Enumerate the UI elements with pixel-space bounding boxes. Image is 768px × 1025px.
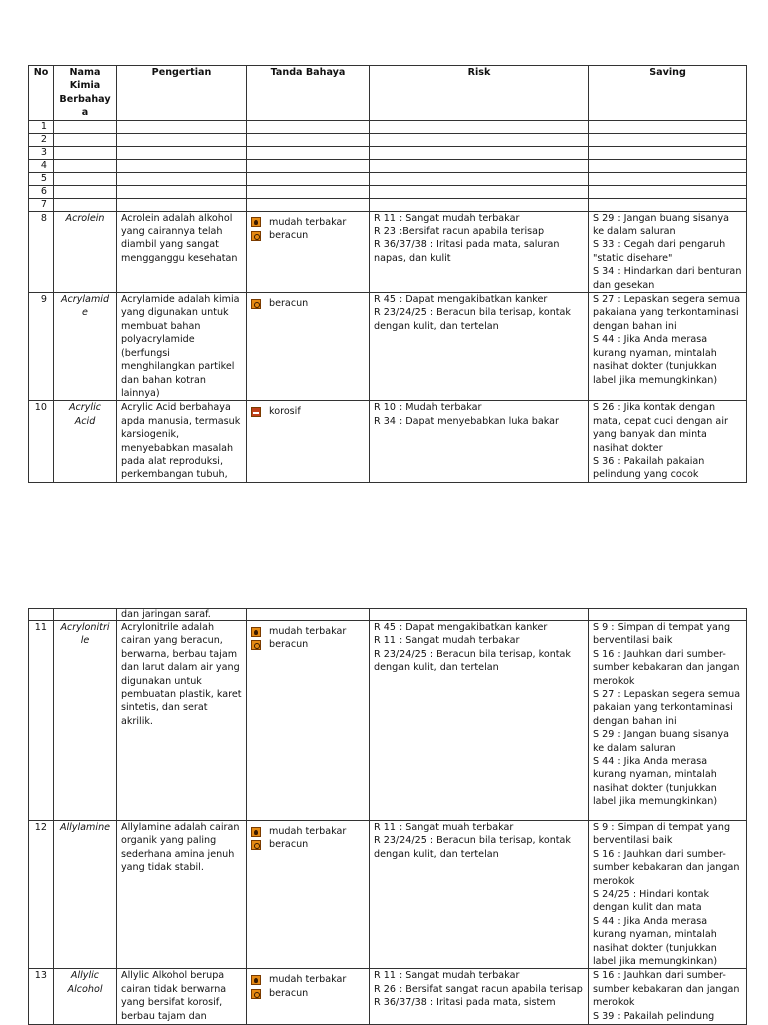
risk-cell-line: R 45 : Dapat mengakibatkan kanker [374, 622, 548, 633]
risk-cell-line: R 23 :Bersifat racun apabila terisap [374, 226, 545, 238]
empty-cell [117, 120, 247, 133]
risk-cell [370, 293, 589, 401]
table-row [29, 821, 747, 969]
risk-cell-line: R 36/37/38 : Iritasi pada mata, sistem [374, 997, 556, 1009]
empty-row [29, 198, 747, 211]
empty-cell [589, 198, 747, 211]
saving-cell-line: S 44 : Jika Anda merasa kurang nyaman, mintalah nasihat dokter (tunjukkan label jika memungkinkan) [593, 915, 718, 968]
saving-cell-line: S 16 : Jauhkan dari sumber-sumber kebakaran dan jangan merokok [593, 648, 740, 687]
hazard-label: beracun [269, 839, 309, 851]
saving-cell-line: S 34 : Hindarkan dari benturan dan gesekan [593, 266, 742, 291]
empty-cell [589, 120, 747, 133]
header-row [29, 66, 747, 121]
empty-row [29, 159, 747, 172]
risk-cell [370, 401, 589, 483]
hazard-label: mudah terbakar [269, 826, 347, 837]
risk-cell-line: R 34 : Dapat menyebabkan luka bakar [374, 415, 559, 427]
empty-cell [589, 172, 747, 185]
hazard-item [251, 297, 365, 310]
risk-cell-line: R 36/37/38 : Iritasi pada mata, saluran napas, dan kulit [374, 239, 560, 264]
hazard-item [251, 838, 365, 851]
risk-cell [370, 969, 589, 1025]
definition: Acrylamide adalah kimia yang digunakan untuk membuat bahan polyacrylamide (berfungsi menghilangkan partikel dan bahan kotran lainnya) [117, 293, 247, 401]
risk-cell-line: R 11 : Sangat mudah terbakar [374, 212, 520, 224]
table-row [29, 293, 747, 401]
risk-cell [370, 821, 589, 969]
saving-cell-line: S 16 : Jauhkan dari sumber-sumber kebakaran dan jangan merokok [593, 848, 740, 887]
row-number: 1 [29, 120, 54, 133]
hazard-cell [247, 821, 370, 969]
saving-cell-line: S 29 : Jangan buang sisanya ke dalam saluran [593, 729, 730, 754]
empty-cell [247, 172, 370, 185]
saving-cell [589, 621, 747, 821]
flame-hazard-icon [251, 827, 261, 837]
empty-cell [247, 120, 370, 133]
risk-cell-line: R 11 : Sangat mudah terbakar [374, 970, 520, 982]
row-number: 3 [29, 146, 54, 159]
empty-cell [370, 120, 589, 133]
chemical-name: Allylic Alcohol [54, 969, 117, 1025]
empty-cell [54, 133, 117, 146]
empty-cell [247, 146, 370, 159]
risk-cell-line: R 45 : Dapat mengakibatkan kanker [374, 294, 548, 306]
continuation-row [29, 609, 747, 621]
definition: Acrolein adalah alkohol yang cairannya telah diambil yang sangat mengganggu kesehatan [117, 211, 247, 292]
definition: Acrylonitrile adalah cairan yang beracun, berwarna, berbau tajam dan larut dalam air yang digunakan untuk pembuatan plastik, karet sintetis, dan serat akrilik. [117, 621, 247, 821]
empty-cell [247, 198, 370, 211]
saving-cell-line: S 44 : Jika Anda merasa kurang nyaman, mintalah nasihat dokter (tunjukkan label jika memungkinkan) [593, 334, 718, 386]
flame-hazard-icon [251, 627, 261, 637]
definition: Acrylic Acid berbahaya apda manusia, termasuk karsiogenik, menyebabkan masalah pada alat reproduksi, perkembangan tubuh, [117, 401, 247, 483]
saving-cell-line: S 9 : Simpan di tempat yang berventilasi baik [593, 822, 731, 847]
saving-cell [589, 821, 747, 969]
risk-cell-line: R 10 : Mudah terbakar [374, 402, 482, 414]
empty-cell [54, 172, 117, 185]
empty-cell [117, 146, 247, 159]
empty-cell [370, 198, 589, 211]
row-number: 10 [29, 401, 54, 483]
empty-cell [370, 185, 589, 198]
table-row [29, 621, 747, 821]
saving-cell-line: S 26 : Jika kontak dengan mata, cepat cuci dengan air yang banyak dan minta nasihat dokter [593, 402, 728, 454]
empty-cell [370, 172, 589, 185]
saving-cell-line: S 33 : Cegah dari pengaruh "static disehare" [593, 239, 726, 264]
chemical-name: Allylamine [54, 821, 117, 969]
hazard-item [251, 625, 365, 638]
row-number: 6 [29, 185, 54, 198]
empty-row [29, 185, 747, 198]
hazard-label: beracun [269, 298, 309, 310]
hazard-label: mudah terbakar [269, 216, 347, 228]
risk-cell-line: R 23/24/25 : Beracun bila terisap, kontak dengan kulit, dan tertelan [374, 648, 571, 674]
empty-cell [117, 133, 247, 146]
definition: Allylamine adalah cairan organik yang paling sederhana amina jenuh yang tidak stabil. [117, 821, 247, 969]
saving-cell-line: S 29 : Jangan buang sisanya ke dalam saluran [593, 212, 730, 238]
empty-cell [589, 185, 747, 198]
saving-cell-line: S 27 : Lepaskan segera semua pakaian yang terkontaminasi dengan bahan ini [593, 689, 741, 727]
risk-cell-line: R 11 : Sangat mudah terbakar [374, 635, 520, 647]
definition: Allylic Alkohol berupa cairan tidak berwarna yang bersifat korosif, berbau tajam dan [117, 969, 247, 1025]
empty-cell [247, 159, 370, 172]
row-number: 11 [29, 621, 54, 821]
skull-hazard-icon [251, 840, 261, 850]
chemical-table-page-2 [28, 608, 747, 1025]
empty-cell [589, 146, 747, 159]
table-row [29, 401, 747, 483]
hazard-label: beracun [269, 987, 309, 999]
skull-hazard-icon [251, 640, 261, 650]
table-row [29, 969, 747, 1025]
header-definition: Pengertian [117, 66, 247, 121]
corrosive-hazard-icon [251, 407, 261, 417]
empty-row [29, 172, 747, 185]
saving-cell [589, 401, 747, 483]
risk-cell-line: R 11 : Sangat muah terbakar [374, 822, 514, 833]
header-name: Nama Kimia Berbahay a [54, 66, 117, 121]
hazard-cell [247, 621, 370, 821]
row-number: 8 [29, 211, 54, 292]
empty-cell [54, 120, 117, 133]
skull-hazard-icon [251, 231, 261, 241]
saving-cell-line: S 39 : Pakailah pelindung [593, 1010, 715, 1022]
empty-cell [117, 172, 247, 185]
header-risk: Risk [370, 66, 589, 121]
empty-cell [589, 159, 747, 172]
empty-row [29, 120, 747, 133]
hazard-cell [247, 969, 370, 1025]
saving-cell-line: S 9 : Simpan di tempat yang berventilasi baik [593, 622, 731, 647]
empty-cell [247, 609, 370, 621]
chemical-name: Acrylamid e [54, 293, 117, 401]
hazard-item [251, 216, 365, 229]
hazard-label: mudah terbakar [269, 626, 347, 637]
saving-cell-line: S 27 : Lepaskan segera semua pakaiana yang terkontaminasi dengan bahan ini [593, 294, 741, 332]
row-number: 13 [29, 969, 54, 1025]
row-number: 9 [29, 293, 54, 401]
hazard-item [251, 638, 365, 651]
row-number: 7 [29, 198, 54, 211]
risk-cell [370, 621, 589, 821]
hazard-item [251, 229, 365, 242]
row-number: 4 [29, 159, 54, 172]
empty-cell [370, 133, 589, 146]
empty-cell [54, 198, 117, 211]
risk-cell [370, 211, 589, 292]
header-no: No [29, 66, 54, 121]
row-number: 2 [29, 133, 54, 146]
empty-row [29, 133, 747, 146]
empty-cell [117, 198, 247, 211]
hazard-label: beracun [269, 230, 309, 242]
skull-hazard-icon [251, 299, 261, 309]
chemical-table-page-1 [28, 65, 747, 483]
empty-cell [589, 609, 747, 621]
empty-cell [54, 185, 117, 198]
saving-cell [589, 211, 747, 292]
continued-definition: dan jaringan saraf. [117, 609, 247, 621]
empty-cell [370, 159, 589, 172]
empty-cell [247, 133, 370, 146]
flame-hazard-icon [251, 975, 261, 985]
saving-cell [589, 969, 747, 1025]
hazard-cell [247, 293, 370, 401]
skull-hazard-icon [251, 989, 261, 999]
hazard-label: mudah terbakar [269, 974, 347, 986]
hazard-item [251, 825, 365, 838]
empty-cell [29, 609, 54, 621]
chemical-name: Acrolein [54, 211, 117, 292]
empty-cell [54, 146, 117, 159]
row-number: 12 [29, 821, 54, 969]
saving-cell [589, 293, 747, 401]
saving-cell-line: S 16 : Jauhkan dari sumber-sumber kebakaran dan jangan merokok [593, 970, 740, 1009]
empty-cell [589, 133, 747, 146]
risk-cell-line: R 26 : Bersifat sangat racun apabila terisap [374, 983, 583, 995]
hazard-label: korosif [269, 406, 301, 418]
empty-cell [117, 185, 247, 198]
table-row [29, 211, 747, 292]
hazard-label: beracun [269, 639, 309, 651]
empty-cell [370, 609, 589, 621]
chemical-name: Acrylic Acid [54, 401, 117, 483]
hazard-item [251, 973, 365, 986]
empty-cell [117, 159, 247, 172]
empty-cell [54, 609, 117, 621]
hazard-item [251, 405, 365, 418]
saving-cell-line: S 44 : Jika Anda merasa kurang nyaman, mintalah nasihat dokter (tunjukkan label jika memungkinkan) [593, 756, 718, 808]
saving-cell-line: S 36 : Pakailah pakaian pelindung yang cocok [593, 455, 705, 481]
hazard-cell [247, 211, 370, 292]
header-saving: Saving [589, 66, 747, 121]
empty-cell [370, 146, 589, 159]
saving-cell-line: S 24/25 : Hindari kontak dengan kulit dan mata [593, 889, 710, 914]
flame-hazard-icon [251, 217, 261, 227]
hazard-cell [247, 401, 370, 483]
hazard-item [251, 987, 365, 1000]
risk-cell-line: R 23/24/25 : Beracun bila terisap, kontak dengan kulit, dan tertelan [374, 307, 571, 332]
empty-row [29, 146, 747, 159]
empty-cell [247, 185, 370, 198]
chemical-name: Acrylonitri le [54, 621, 117, 821]
header-hazard: Tanda Bahaya [247, 66, 370, 121]
risk-cell-line: R 23/24/25 : Beracun bila terisap, kontak dengan kulit, dan tertelan [374, 835, 571, 860]
empty-cell [54, 159, 117, 172]
row-number: 5 [29, 172, 54, 185]
